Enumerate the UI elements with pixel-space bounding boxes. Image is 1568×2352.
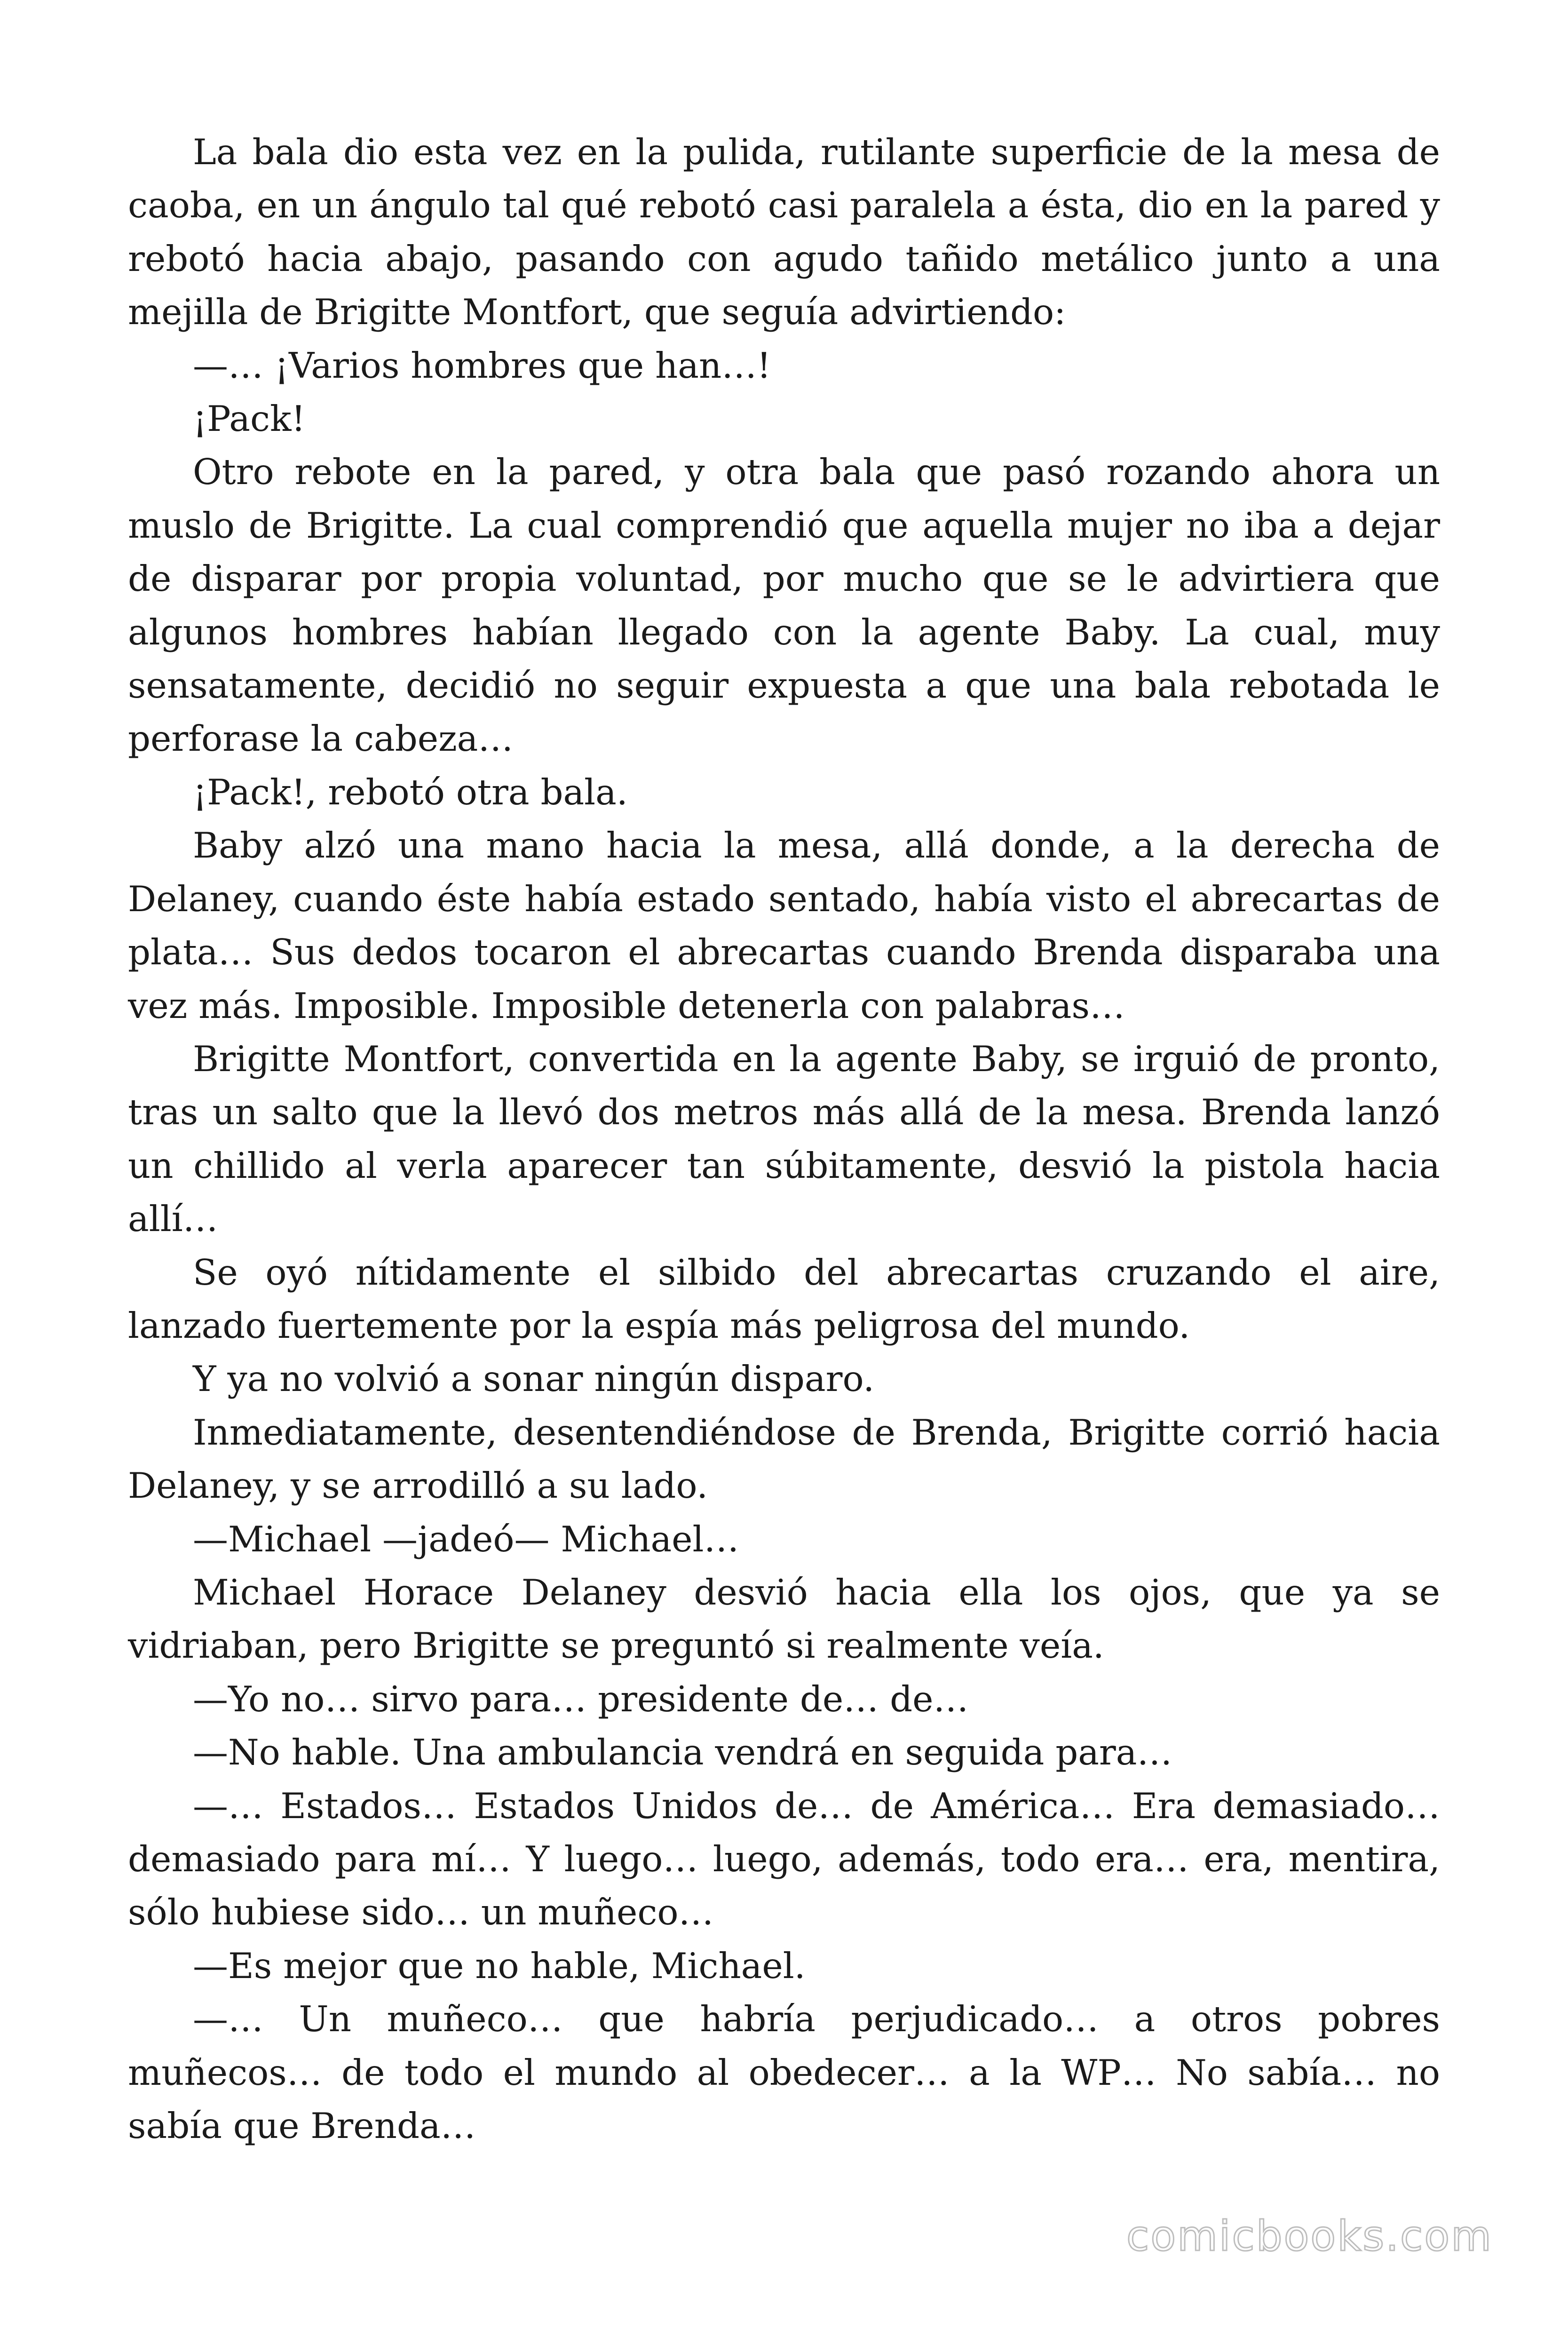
watermark: comicbooks.com <box>1126 2212 1493 2260</box>
paragraph: ¡Pack! <box>193 398 306 440</box>
paragraph: —No hable. Una ambulancia vendrá en seguida para… <box>193 1732 1172 1773</box>
body-text <box>128 126 1440 2153</box>
paragraph: ¡Pack!, rebotó otra bala. <box>193 771 628 813</box>
paragraph: —… Estados… Estados Unidos de… de América… Era demasiado… demasiado para mí… Y luego… luego, además, todo era… era, mentira, sólo hubiese sido… un muñeco… <box>128 1785 1440 1933</box>
paragraph: Se oyó nítidamente el silbido del abrecartas cruzando el aire, lanzado fuertemente por la espía más peligrosa del mundo. <box>128 1251 1440 1346</box>
paragraph: —… ¡Varios hombres que han…! <box>193 344 771 386</box>
paragraph: Otro rebote en la pared, y otra bala que pasó rozando ahora un muslo de Brigitte. La cual comprendió que aquella mujer no iba a dejar de disparar por propia voluntad, por mucho que se le advirtiera que algunos hombres habían llegado con la agente Baby. La cual, muy sensatamente, decidió no seguir expuesta a que una bala rebotada le perforase la cabeza… <box>128 451 1440 760</box>
paragraph: La bala dio esta vez en la pulida, rutilante superficie de la mesa de caoba, en un ángulo tal qué rebotó casi paralela a ésta, dio en la pared y rebotó hacia abajo, pasando con agudo tañido metálico junto a una mejilla de Brigitte Montfort, que seguía advirtiendo: <box>128 131 1440 333</box>
paragraph: Inmediatamente, desentendiéndose de Brenda, Brigitte corrió hacia Delaney, y se arrodilló a su lado. <box>128 1411 1440 1507</box>
paragraph: —… Un muñeco… que habría perjudicado… a otros pobres muñecos… de todo el mundo al obedecer… a la WP… No sabía… no sabía que Brenda… <box>128 1998 1440 2147</box>
paragraph: Brigitte Montfort, convertida en la agente Baby, se irguió de pronto, tras un salto que la llevó dos metros más allá de la mesa. Brenda lanzó un chillido al verla aparecer tan súbitamente, desvió la pistola hacia allí… <box>128 1038 1440 1240</box>
paragraph: Y ya no volvió a sonar ningún disparo. <box>193 1358 875 1400</box>
paragraph: —Es mejor que no hable, Michael. <box>193 1945 806 1986</box>
paragraph: —Yo no… sirvo para… presidente de… de… <box>193 1678 969 1720</box>
paragraph: —Michael —jadeó— Michael… <box>193 1518 739 1560</box>
paragraph: Michael Horace Delaney desvió hacia ella los ojos, que ya se vidriaban, pero Brigitte se preguntó si realmente veía. <box>128 1571 1440 1667</box>
paragraph: Baby alzó una mano hacia la mesa, allá donde, a la derecha de Delaney, cuando éste había estado sentado, había visto el abrecartas de plata… Sus dedos tocaron el abrecartas cuando Brenda disparaba una vez más. Imposible. Imposible detenerla con palabras… <box>128 825 1440 1026</box>
